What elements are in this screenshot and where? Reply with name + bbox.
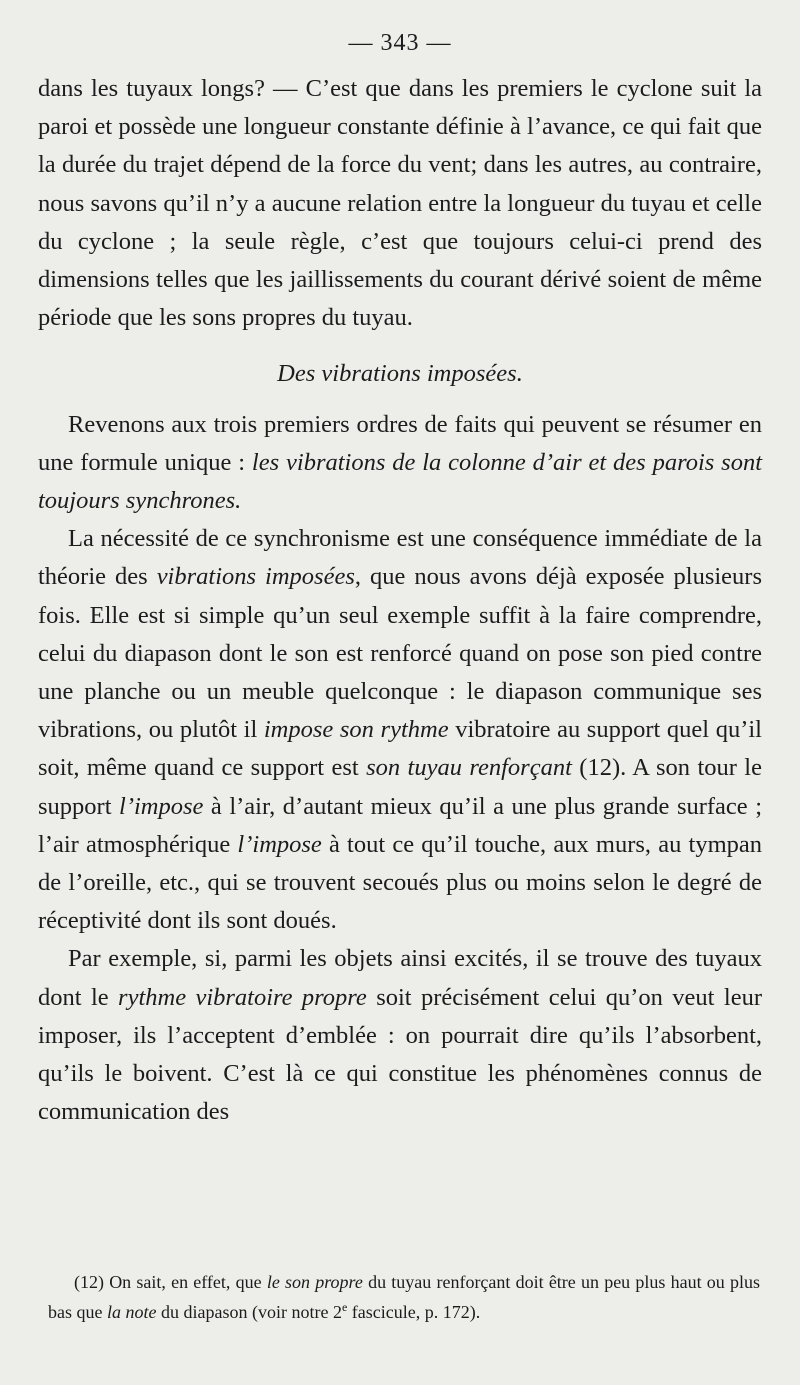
body-text bbox=[38, 70, 762, 1131]
paragraph-3 bbox=[38, 520, 762, 940]
paragraph-3-emphasis-4: l’impose bbox=[119, 792, 204, 820]
paragraph-3-emphasis-2: impose son rythme bbox=[263, 716, 449, 744]
section-title: Des vibrations imposées. bbox=[277, 360, 523, 388]
paragraph-3-emphasis-3: son tuyau renforçant bbox=[366, 754, 572, 782]
paragraph-4-text-b: soit précisément celui qu’on veut leur imposer, ils l’acceptent d’emblée : on pourrait dire qu’ils l’absorbent, qu’ils le boivent. C’est là ce qui constitue les phénomènes connus de communication des bbox=[38, 983, 762, 1126]
paragraph-3-text-d: (12). A son tour le support bbox=[38, 754, 762, 820]
footnote-12 bbox=[48, 1270, 760, 1325]
paragraph-4-emphasis: rythme vibratoire propre bbox=[118, 983, 367, 1011]
paragraph-3-text-e: à l’air, d’autant mieux qu’il a une plus grande surface ; l’air atmosphérique bbox=[38, 792, 763, 858]
footnote-superscript: e bbox=[341, 1300, 348, 1314]
footnote bbox=[48, 1270, 760, 1325]
footnote-emphasis-1: le son propre bbox=[266, 1272, 363, 1292]
paragraph-2-emphasis: les vibrations de la colonne d’air et des parois sont toujours synchrones. bbox=[38, 448, 762, 515]
paragraph-4-text-a: Par exemple, si, parmi les objets ainsi excités, il se trouve des tuyaux dont le bbox=[38, 945, 762, 1011]
paragraph-3-text-f: à tout ce qu’il touche, aux murs, au tympan de l’oreille, etc., qui se trouvent secoués plus ou moins selon le degré de réceptivité dont ils sont doués. bbox=[38, 830, 762, 935]
paragraph-3-text-c: vibratoire au support quel qu’il soit, même quand ce support est bbox=[38, 716, 762, 782]
paragraph-2 bbox=[38, 406, 762, 521]
footnote-text-a: (12) On sait, en effet, que bbox=[74, 1272, 267, 1292]
paragraph-4 bbox=[38, 940, 762, 1131]
paragraph-2-text: Revenons aux trois premiers ordres de faits qui peuvent se résumer en une formule unique : bbox=[38, 410, 762, 476]
footnote-text-b: du tuyau renforçant doit être un peu plus haut ou plus bas que bbox=[48, 1272, 760, 1322]
paragraph-1: dans les tuyaux longs? — C’est que dans les premiers le cyclone suit la paroi et possède une longueur constante définie à l’avance, ce qui fait que la durée du trajet dépend de la force du vent; dans les autres, au contraire, nous savons qu’il n’y a aucune relation entre la longueur du tuyau et celle du cyclone ; la seule règle, c’est que toujours celui-ci prend des dimensions telles que les jaillissements du courant dérivé soient de même période que les sons propres du tuyau. bbox=[38, 75, 762, 332]
footnote-text-c: du diapason (voir notre 2 bbox=[156, 1302, 342, 1322]
paragraph-3-text-b: , que nous avons déjà exposée plusieurs fois. Elle est si simple qu’un seul exemple suffit à la faire comprendre, celui du diapason dont le son est renforcé quand on pose son pied contre une planche ou un meuble quelconque : le diapason communique ses vibrations, ou plutôt il bbox=[38, 563, 762, 744]
paragraph-3-text-a: La nécessité de ce synchronisme est une conséquence immédiate de la théorie des bbox=[38, 525, 762, 591]
footnote-text-d: fascicule, p. 172). bbox=[347, 1302, 481, 1322]
paragraph-3-emphasis-5: l’impose bbox=[237, 830, 322, 858]
paragraph-3-emphasis-1: vibrations imposées bbox=[156, 563, 355, 591]
page-number: — 343 — bbox=[348, 30, 452, 56]
footnote-emphasis-2: la note bbox=[106, 1302, 157, 1322]
